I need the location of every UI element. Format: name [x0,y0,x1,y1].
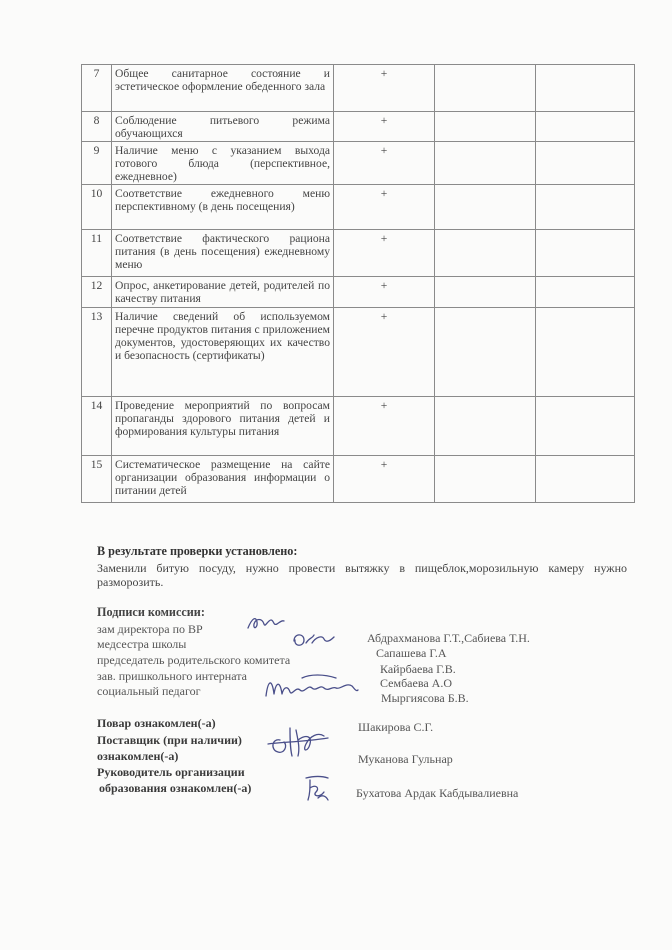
empty-cell [435,65,536,112]
empty-cell [435,112,536,142]
criterion-text: Систематическое размещение на сайте организации образования информации о питании детей [112,455,334,502]
role-boarding-head: зав. пришкольного интерната [97,669,247,683]
name-commission-4: Мыргиясова Б.В. [381,691,469,705]
check-mark: + [334,112,435,142]
role-social-pedagogue: социальный педагог [97,684,201,698]
row-number: 8 [82,112,112,142]
row-number: 11 [82,229,112,276]
row-number: 15 [82,455,112,502]
check-mark: + [334,184,435,229]
name-commission-3: Сембаева А.О [380,676,452,690]
criterion-text: Проведение мероприятий по вопросам пропаганды здорового питания детей и формирования культуры питания [112,396,334,455]
check-mark: + [334,65,435,112]
row-number: 13 [82,307,112,396]
inspection-checklist-table [81,64,635,503]
criterion-text: Соответствие фактического рациона питания (в день посещения) ежедневному меню [112,229,334,276]
empty-cell [536,276,635,307]
name-commission-2: Кайрбаева Г.В. [380,662,456,676]
check-mark: + [334,276,435,307]
name-commission-0: Абдрахманова Г.Т.,Сабиева Т.Н. [367,631,530,645]
table-row [82,65,635,112]
empty-cell [435,184,536,229]
empty-cell [435,276,536,307]
empty-cell [435,396,536,455]
role-deputy-director: зам директора по ВР [97,622,203,636]
table-row [82,455,635,502]
signature-social-pedagogue [262,672,362,706]
check-mark: + [334,396,435,455]
cook-label: Повар ознакомлен(-а) [97,716,216,730]
check-mark: + [334,455,435,502]
supplier-label-line2: ознакомлен(-а) [97,749,179,763]
criterion-text: Опрос, анкетирование детей, родителей по качеству питания [112,276,334,307]
result-heading: В результате проверки установлено: [97,544,298,558]
row-number: 7 [82,65,112,112]
cook-name: Шакирова С.Г. [358,720,434,734]
name-commission-1: Сапашева Г.А [376,646,447,660]
check-mark: + [334,307,435,396]
table-row [82,307,635,396]
check-mark: + [334,142,435,185]
supplier-label-line1: Поставщик (при наличии) [97,733,242,747]
empty-cell [536,307,635,396]
criterion-text: Соответствие ежедневного меню перспективному (в день посещения) [112,184,334,229]
result-text: Заменили битую посуду, нужно провести вытяжку в пищеблок,морозильную камеру нужно разморозить. [97,561,627,589]
empty-cell [435,229,536,276]
row-number: 14 [82,396,112,455]
signature-nurse [288,627,336,651]
table-row [82,112,635,142]
role-school-nurse: медсестра школы [97,637,187,651]
row-number: 12 [82,276,112,307]
criterion-text: Наличие сведений об используемом перечне продуктов питания с приложением документов, удостоверяющих их качество и безопасность (сертификаты) [112,307,334,396]
criterion-text: Наличие меню с указанием выхода готового блюда (перспективное, ежедневное) [112,142,334,185]
criterion-text: Соблюдение питьевого режима обучающихся [112,112,334,142]
signature-head [298,772,332,804]
signature-deputy-director [244,612,286,634]
head-label-line2: образования ознакомлен(-а) [99,781,252,795]
row-number: 9 [82,142,112,185]
check-mark: + [334,229,435,276]
empty-cell [435,455,536,502]
row-number: 10 [82,184,112,229]
criterion-text: Общее санитарное состояние и эстетическое оформление обеденного зала [112,65,334,112]
empty-cell [435,142,536,185]
empty-cell [435,307,536,396]
table-row [82,184,635,229]
table-row [82,276,635,307]
table-row [82,396,635,455]
empty-cell [536,112,635,142]
head-name: Бухатова Ардак Кабдывалиевна [356,786,519,800]
commission-heading: Подписи комиссии: [97,605,205,619]
signature-supplier [262,720,332,760]
table-row [82,229,635,276]
role-parent-committee-chair: председатель родительского комитета [97,653,291,667]
empty-cell [536,455,635,502]
empty-cell [536,184,635,229]
empty-cell [536,65,635,112]
empty-cell [536,396,635,455]
head-label-line1: Руководитель организации [97,765,245,779]
table-row [82,142,635,185]
supplier-name: Муканова Гульнар [358,752,453,766]
empty-cell [536,229,635,276]
empty-cell [536,142,635,185]
